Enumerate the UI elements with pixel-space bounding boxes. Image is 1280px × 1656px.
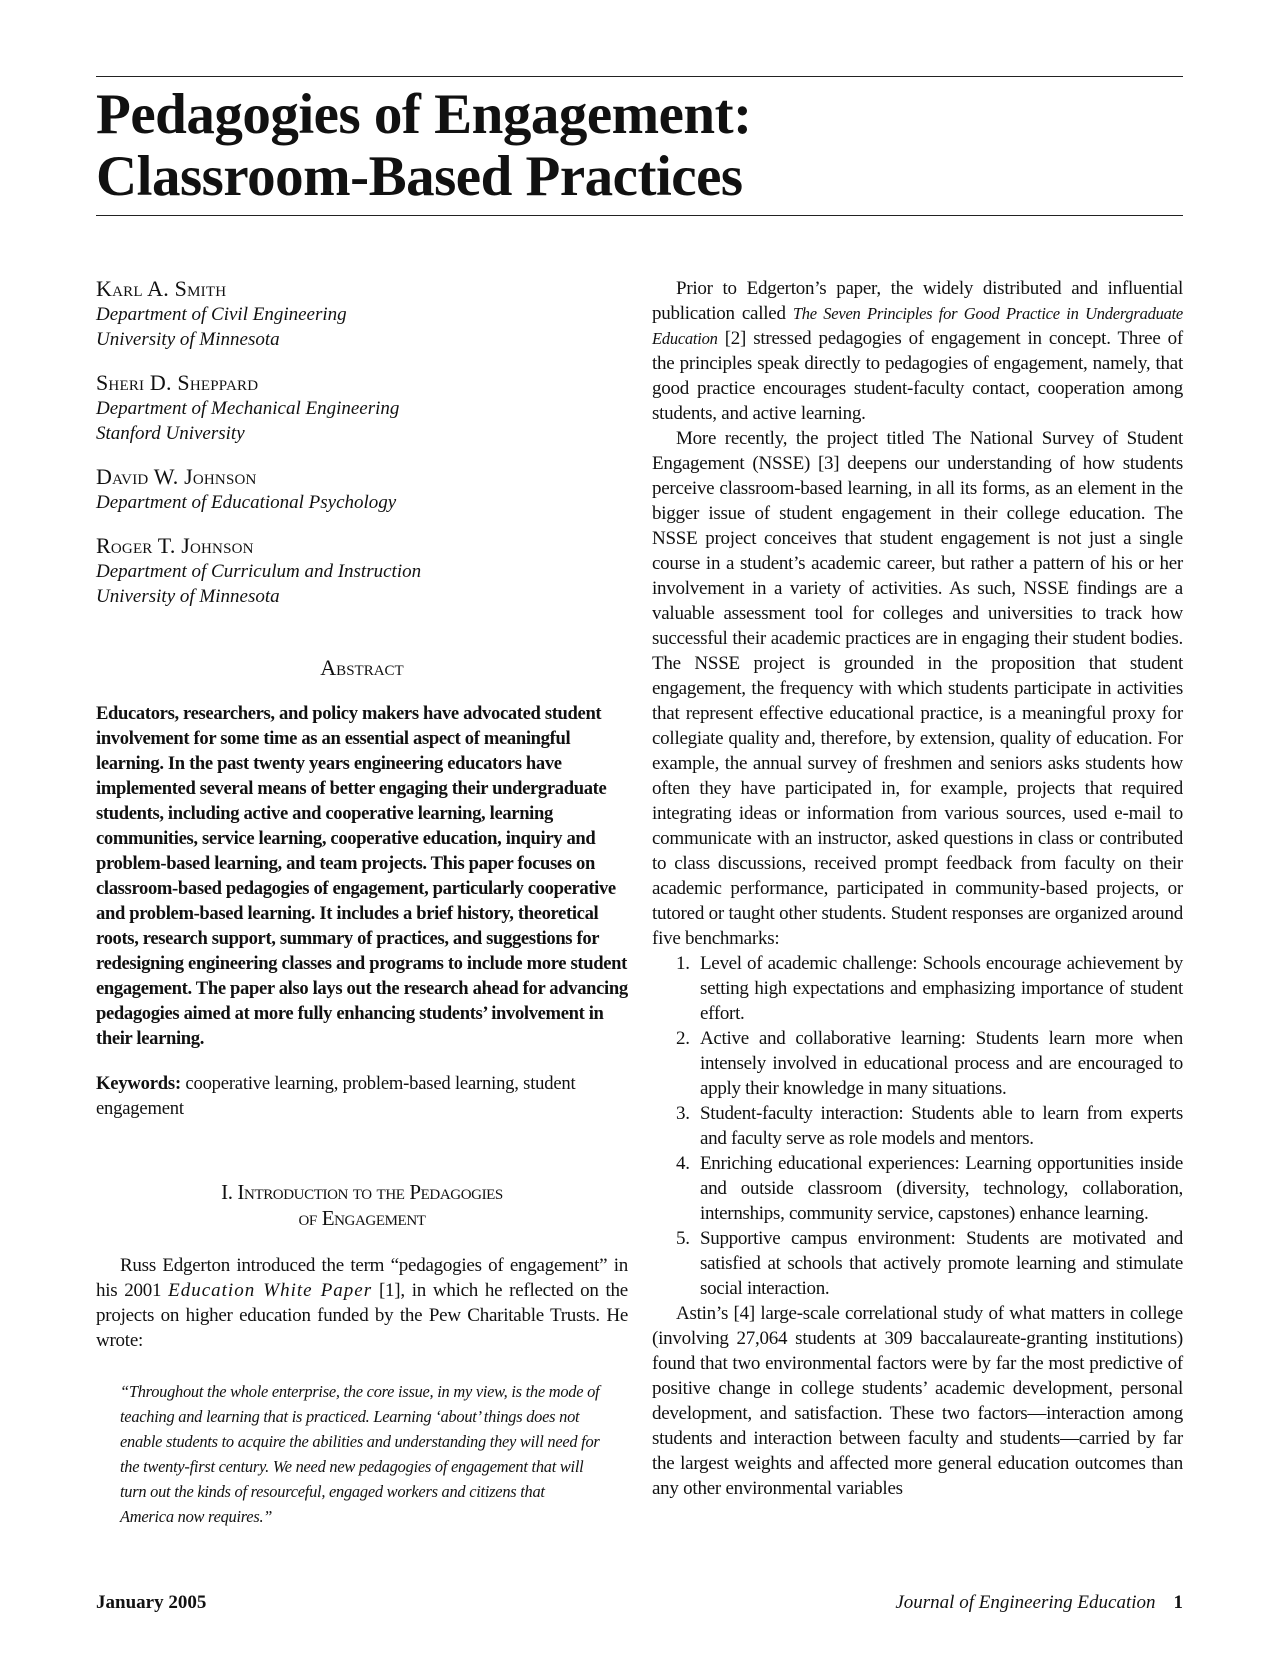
benchmark-text: Student-faculty interaction: Students able to learn from experts and faculty serve as role models and mentors. — [700, 1103, 1183, 1149]
publication-title: Education White Paper — [168, 1280, 373, 1301]
paper-title — [96, 84, 1183, 208]
benchmark-item — [652, 951, 1183, 1026]
paragraph-end: [2] stressed pedagogies of engagement in concept. Three of the principles speak directly to pedagogies of engagement, namely, that good practice encourages student-faculty contact, cooperation among students, and active learning. — [652, 328, 1183, 424]
author-name: David W. Johnson — [96, 464, 257, 489]
benchmark-item — [652, 1226, 1183, 1301]
author-university: University of Minnesota — [96, 329, 280, 350]
author-block — [96, 533, 628, 609]
benchmark-text: Level of academic challenge: Schools encourage achievement by setting high expectations and emphasizing importance of student effort. — [700, 953, 1183, 1024]
keywords — [96, 1071, 628, 1121]
left-column — [96, 276, 628, 1529]
intro-paragraph — [96, 1253, 628, 1353]
abstract-body: Educators, researchers, and policy makers have advocated student involvement for some time as an essential aspect of meaningful learning. In the past twenty years engineering educators have implemented several means of better engaging their undergraduate students, including active and cooperative learning, learning communities, service learning, cooperative education, inquiry and problem-based learning, and team projects. This paper focuses on classroom-based pedagogies of engagement, particularly cooperative and problem-based learning. It includes a brief history, theoretical roots, research support, summary of practices, and suggestions for redesigning engineering classes and programs to include more student engagement. The paper also lays out the research ahead for advancing pedagogies aimed at more fully enhancing students’ involvement in their learning. — [96, 703, 628, 1049]
author-department: Department of Mechanical Engineering — [96, 398, 400, 419]
body-paragraph — [652, 276, 1183, 426]
author-department: Department of Civil Engineering — [96, 304, 347, 325]
paragraph-start: Prior to Edgerton’s paper, the widely distributed and influential publication called — [652, 278, 1183, 324]
intro-paragraph-end: [1], in which he reflected on the projects on higher education funded by the Pew Charitable Trusts. He wrote: — [96, 1280, 628, 1351]
section-heading-line-1: I. Introduction to the Pedagogies — [221, 1180, 503, 1204]
section-heading — [96, 1179, 628, 1231]
benchmark-item — [652, 1101, 1183, 1151]
intro-paragraph-start: Russ Edgerton introduced the term “pedagogies of engagement” in his 2001 — [96, 1255, 628, 1301]
title-bottom-rule — [96, 215, 1183, 216]
benchmark-number: 5. — [676, 1228, 690, 1249]
keywords-label: Keywords: — [96, 1073, 181, 1094]
author-department: Department of Curriculum and Instruction — [96, 561, 422, 582]
abstract-heading: Abstract — [320, 655, 404, 680]
paper-title-line-1: Pedagogies of Engagement: — [96, 83, 752, 146]
block-quote: “Throughout the whole enterprise, the core issue, in my view, is the mode of teaching and learning that is practiced. Learning ‘about’ things does not enable students to acquire the abilities and understanding they will need for the twenty-first century. We need new pedagogies of engagement that will turn out the kinds of resourceful, engaged workers and citizens that America now requires.” — [120, 1382, 600, 1526]
keywords-text: cooperative learning, problem-based learning, student engagement — [96, 1073, 576, 1119]
section-heading-line-2: of Engagement — [298, 1206, 426, 1230]
benchmark-list — [652, 951, 1183, 1301]
author-name: Karl A. Smith — [96, 276, 227, 301]
benchmark-number: 2. — [676, 1028, 690, 1049]
benchmark-text: Active and collaborative learning: Students learn more when intensely involved in educational process and are encouraged to apply their knowledge in many situations. — [700, 1028, 1183, 1099]
benchmark-item — [652, 1151, 1183, 1226]
author-block — [96, 370, 628, 446]
footer-date: January 2005 — [96, 1592, 207, 1613]
author-block — [96, 276, 628, 352]
author-name: Roger T. Johnson — [96, 533, 254, 558]
author-block — [96, 464, 628, 515]
author-university: Stanford University — [96, 423, 245, 444]
benchmark-item — [652, 1026, 1183, 1101]
page-number: 1 — [1173, 1592, 1183, 1613]
author-name: Sheri D. Sheppard — [96, 370, 259, 395]
benchmark-text: Enriching educational experiences: Learning opportunities inside and outside classroom (diversity, technology, collaboration, internships, community service, capstones) enhance learning. — [700, 1153, 1183, 1224]
paper-title-line-2: Classroom-Based Practices — [96, 145, 743, 208]
footer-journal-name: Journal of Engineering Education — [895, 1592, 1156, 1613]
footer-journal-info — [895, 1592, 1183, 1614]
right-column — [652, 276, 1183, 1501]
benchmark-number: 1. — [676, 953, 690, 974]
benchmark-number: 4. — [676, 1153, 690, 1174]
benchmark-text: Supportive campus environment: Students are motivated and satisfied at schools that actively promote learning and stimulate social interaction. — [700, 1228, 1183, 1299]
body-paragraph: Astin’s [4] large-scale correlational study of what matters in college (involving 27,064 students at 309 baccalaureate-granting institutions) found that two environmental factors were by far the most predictive of positive change in college students’ academic development, personal development, and satisfaction. These two factors—interaction among students and interaction between faculty and students—carried by far the largest weights and affected more general education outcomes than any other environmental variables — [652, 1303, 1183, 1499]
body-paragraph: More recently, the project titled The National Survey of Student Engagement (NSSE) [3] deepens our understanding of how students perceive classroom-based learning, in all its forms, as an element in the bigger issue of student engagement in their college education. The NSSE project conceives that student engagement is not just a single course in a student’s academic career, but rather a pattern of his or her involvement in a variety of activities. As such, NSSE findings are a valuable assessment tool for colleges and universities to track how successful their academic practices are in engaging their student bodies. The NSSE project is grounded in the proposition that student engagement, the frequency with which students participate in activities that represent effective educational practice, is a meaningful proxy for collegiate quality and, therefore, by extension, quality of education. For example, the annual survey of freshmen and seniors asks students how often they have participated in, for example, projects that required integrating ideas or information from various sources, used e-mail to communicate with an instructor, asked questions in class or contributed to class discussions, received prompt feedback from faculty on their academic performance, participated in community-based projects, or tutored or taught other students. Student responses are organized around five benchmarks: — [652, 428, 1183, 949]
publication-title: The Seven Principles for Good Practice in Undergraduate Education — [652, 304, 1184, 348]
title-top-rule — [96, 76, 1183, 77]
benchmark-number: 3. — [676, 1103, 690, 1124]
author-university: University of Minnesota — [96, 586, 280, 607]
author-department: Department of Educational Psychology — [96, 492, 397, 513]
